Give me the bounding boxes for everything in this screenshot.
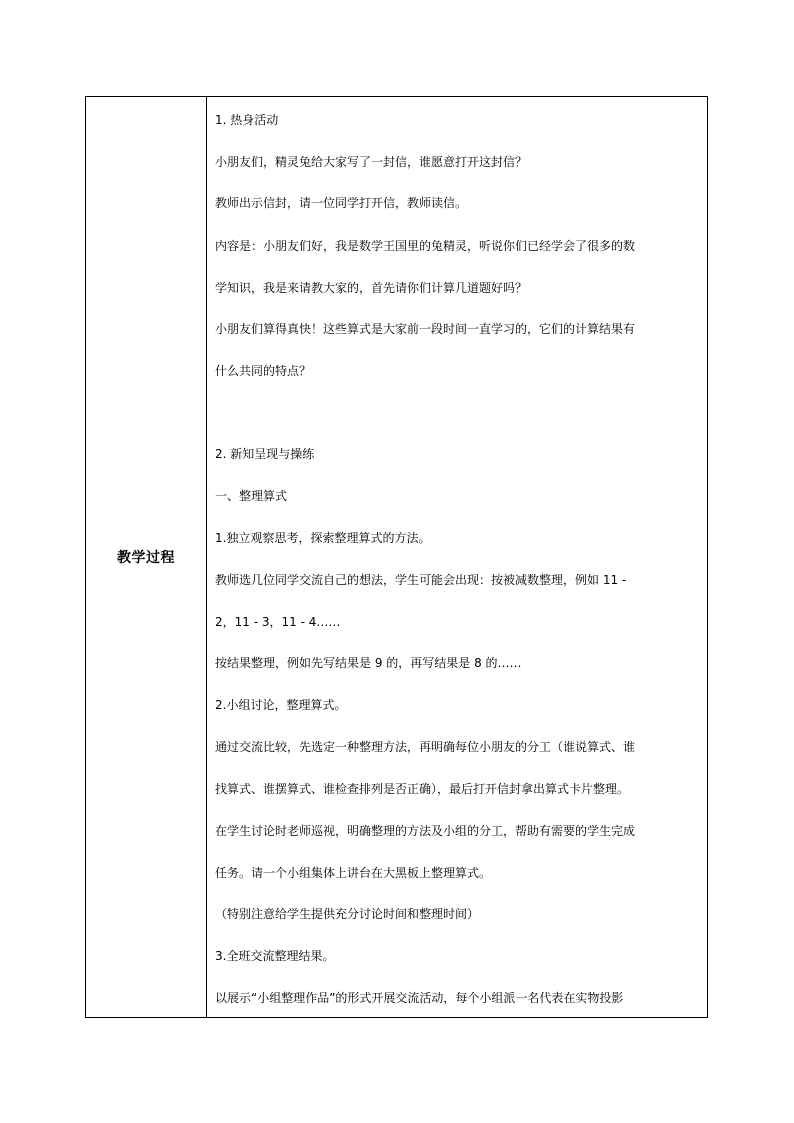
text-line: 在学生讨论时老师巡视，明确整理的方法及小组的分工，帮助有需要的学生完成 [215,824,636,838]
text-line: 小朋友们算得真快！这些算式是大家前一段时间一直学习的，它们的计算结果有 [215,322,636,336]
text-line: 学知识，我是来请教大家的，首先请你们计算几道题好吗？ [215,281,528,295]
paragraph-fast-calculation [215,311,699,389]
row-label: 教学过程 [117,550,175,566]
step-group-discussion: 2.小组讨论，整理算式。 [215,698,347,712]
paragraph-division-of-work [215,729,699,807]
paragraph-note-time: （特别注意给学生提供充分讨论时间和整理时间） [215,907,480,921]
text-line: 2，11 - 3，11 - 4…… [215,615,341,629]
paragraph-student-ideas [215,562,699,640]
row-label-cell [86,97,207,1017]
paragraph-by-result: 按结果整理，例如先写结果是 9 的，再写结果是 8 的…… [215,656,522,670]
paragraph-letter-content [215,228,699,306]
text-line: 任务。请一个小组集体上讲台在大黑板上整理算式。 [215,866,492,880]
heading-new-knowledge: 2. 新知呈现与操练 [215,447,315,461]
step-independent-thinking: 1.独立观察思考，探索整理算式的方法。 [215,531,431,545]
paragraph-intro-question: 小朋友们，精灵兔给大家写了一封信，谁愿意打开这封信？ [215,155,528,169]
text-line: 教师选几位同学交流自己的想法，学生可能会出现：按被减数整理，例如 11 - [215,573,627,587]
text-line: 通过交流比较，先选定一种整理方法，再明确每位小朋友的分工（谁说算式、谁 [215,740,636,754]
section-organize-formulas: 一、整理算式 [215,489,288,503]
paragraph-group-showcase: 以展示“小组整理作品”的形式开展交流活动，每个小组派一名代表在实物投影 [215,991,624,1005]
text-line: 找算式、谁摆算式、谁检查排列是否正确），最后打开信封拿出算式卡片整理。 [215,782,630,796]
content-cell [207,97,707,1017]
step-class-sharing: 3.全班交流整理结果。 [215,949,335,963]
text-line: 内容是：小朋友们好，我是数学王国里的兔精灵，听说你们已经学会了很多的数 [215,239,636,253]
heading-warmup: 1. 热身活动 [215,113,279,127]
paragraph-teacher-patrol [215,813,699,891]
paragraph-teacher-letter: 教师出示信封，请一位同学打开信，教师读信。 [215,196,468,210]
lesson-plan-table [85,96,708,1018]
text-line: 什么共同的特点？ [215,364,312,378]
